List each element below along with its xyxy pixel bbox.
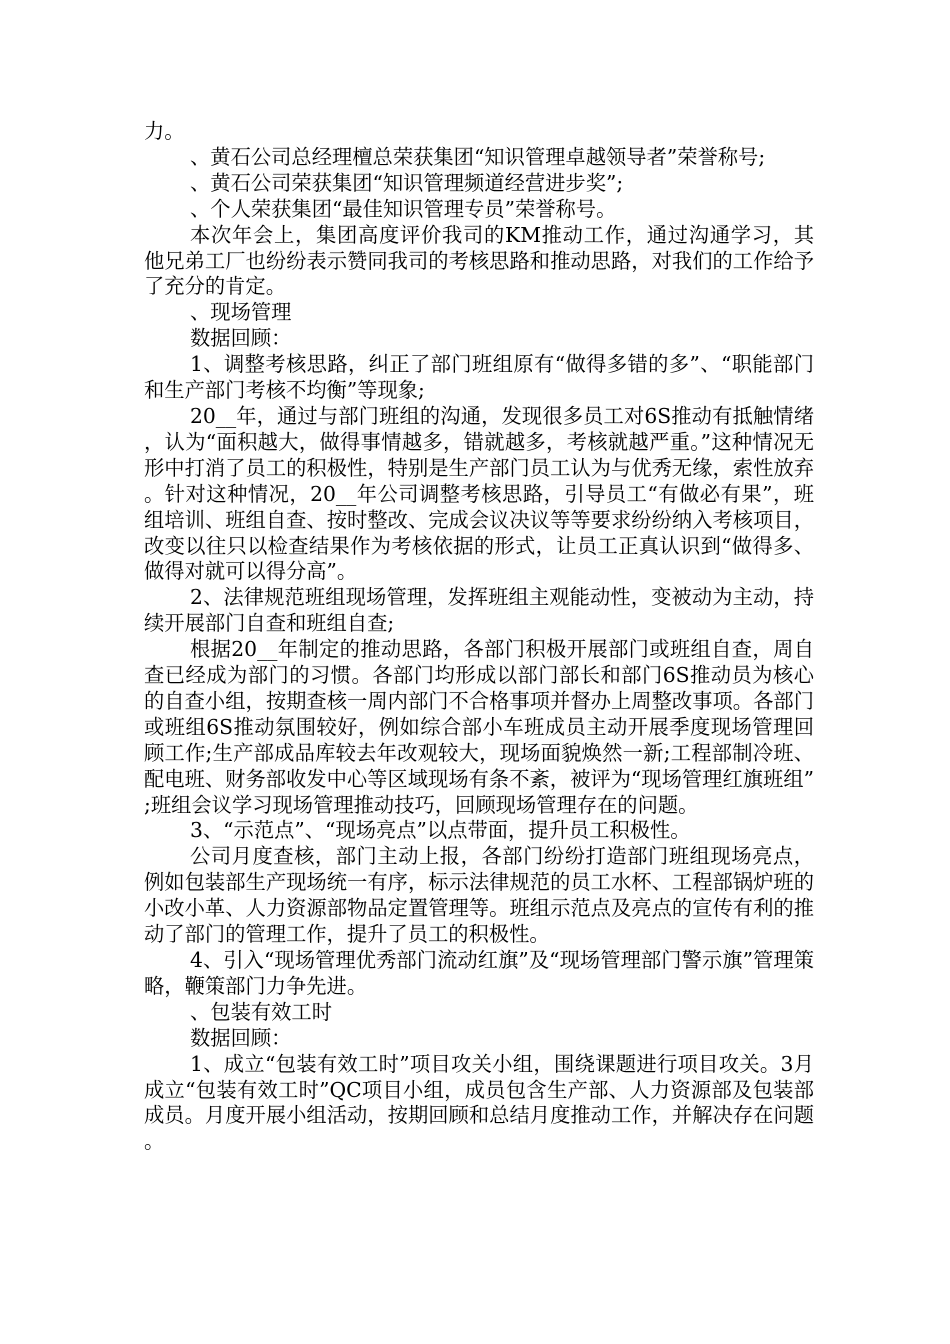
paragraph: 2、法律规范班组现场管理，发挥班组主观能动性，变被动为主动，持续开展部门自查和班组自查; [144, 585, 814, 636]
paragraph: 3、“示范点”、“现场亮点”以点带面，提升员工积极性。 [190, 818, 691, 843]
paragraph: 1、调整考核思路，纠正了部门班组原有“做得多错的多”、“职能部门和生产部门考核不均衡”等现象; [144, 352, 814, 403]
subheading: 数据回顾： [190, 1025, 292, 1050]
paragraph: 根据20__年制定的推动思路，各部门积极开展部门或班组自查，周自查已经成为部门的习惯。各部门均形成以部门部长和部门6S推动员为核心的自查小组，按期查核一周内部门不合格事项并督办上周整改事项。各部门或班组6S推动氛围较好，例如综合部小车班成员主动开展季度现场管理回顾工作;生产部成品库较去年改观较大，现场面貌焕然一新;工程部制冷班、配电班、财务部收发中心等区域现场有条不紊，被评为“现场管理红旗班组”;班组会议学习现场管理推动技巧，回顾现场管理存在的问题。 [144, 637, 814, 817]
paragraph: 力。 [144, 119, 185, 143]
paragraph: 公司月度查核，部门主动上报，各部门纷纷打造部门班组现场亮点，例如包装部生产现场统一有序，标示法律规范的员工水杯、工程部锅炉班的小改小革、人力资源部物品定置管理等。班组示范点及亮点的宣传有利的推动了部门的管理工作，提升了员工的积极性。 [144, 844, 814, 947]
subheading: 数据回顾： [190, 326, 292, 351]
document-page [144, 119, 814, 1155]
paragraph: 20__年，通过与部门班组的沟通，发现很多员工对6S推动有抵触情绪，认为“面积越大，做得事情越多，错就越多，考核就越严重。”这种情况无形中打消了员工的积极性，特别是生产部门员工认为与优秀无缘，索性放弃。针对这种情况，20__年公司调整考核思路，引导员工“有做必有果”，班组培训、班组自查、按时整改、完成会议决议等等要求纷纷纳入考核项目，改变以往只以检查结果作为考核依据的形式，让员工正真认识到“做得多、做得对就可以得分高”。 [144, 403, 814, 584]
section-heading: 、包装有效工时 [190, 999, 332, 1024]
paragraph: 、个人荣获集团“最佳知识管理专员”荣誉称号。 [190, 196, 617, 221]
paragraph: 1、成立“包装有效工时”项目攻关小组，围绕课题进行项目攻关。3月成立“包装有效工时”QC项目小组，成员包含生产部、人力资源部及包装部成员。月度开展小组活动，按期回顾和总结月度推动工作，并解决存在问题。 [144, 1051, 814, 1154]
section-heading: 、现场管理 [190, 300, 292, 325]
paragraph: 4、引入“现场管理优秀部门流动红旗”及“现场管理部门警示旗”管理策略，鞭策部门力争先进。 [144, 948, 814, 998]
paragraph: 、黄石公司荣获集团“知识管理频道经营进步奖”; [190, 170, 624, 195]
paragraph: 、黄石公司总经理檀总荣获集团“知识管理卓越领导者”荣誉称号; [190, 144, 766, 169]
paragraph: 本次年会上，集团高度评价我司的KM推动工作，通过沟通学习，其他兄弟工厂也纷纷表示赞同我司的考核思路和推动思路，对我们的工作给予了充分的肯定。 [144, 222, 814, 299]
